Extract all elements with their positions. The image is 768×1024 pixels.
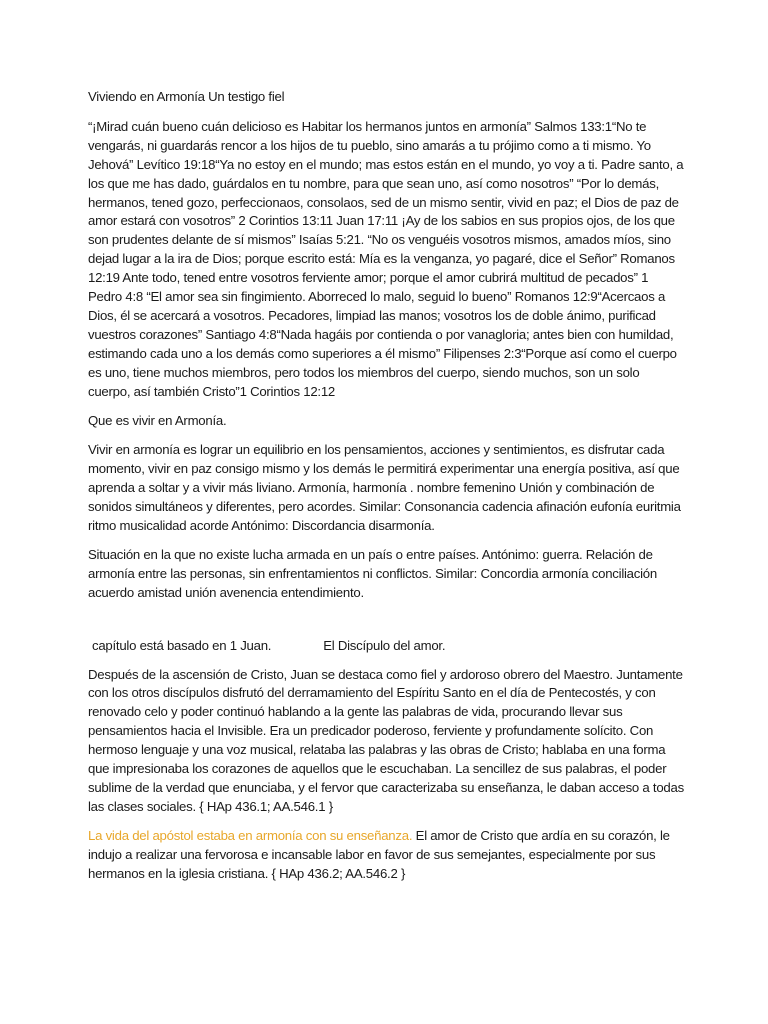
john-paragraph: Después de la ascensión de Cristo, Juan se destaca como fiel y ardoroso obrero del Maestro. Juntamente con los otros discípulos disfrutó del derramamiento del Espíritu Santo en el día de Pentecostés, y con renovado celo y poder continuó hablando a la gente las palabras de vida, procurando llevar sus pensamientos hacia el Invisible. Era un predicador poderoso, ferviente y profundamente solícito. Con hermoso lenguaje y una voz musical, relataba las palabras y las obras de Cristo; hablaba en una forma que impresionaba los corazones de aquellos que le escuchaban. La sencillez de sus palabras, el poder sublime de la verdad que enunciaba, y el fervor que caracterizaba su enseñanza, le daban acceso a todas las clases sociales. { HAp 436.1; AA.546.1 } [88, 666, 684, 814]
document-title: Viviendo en Armonía Un testigo fiel [88, 89, 285, 104]
closing-text: El amor de Cristo que ardía en su corazón, le indujo a realizar una fervorosa e incansable labor en favor de sus semejantes, especialmente por sus hermanos en la iglesia cristiana. { HAp 436.2; AA.546.2 } [88, 827, 670, 881]
highlighted-sentence: La vida del apóstol estaba en armonía con su enseñanza. [88, 827, 413, 843]
closing-paragraph [88, 827, 684, 884]
document-page [88, 88, 684, 894]
scripture-quotes-paragraph: “¡Mirad cuán bueno cuán delicioso es Habitar los hermanos juntos en armonía” Salmos 133:1“No te vengarás, ni guardarás rencor a los hijos de tu pueblo, sino amarás a tu prójimo como a ti mismo. Yo Jehová” Levítico 19:18“Ya no estoy en el mundo; mas estos están en el mundo, yo voy a ti. Padre santo, a los que me has dado, guárdalos en tu nombre, para que sean uno, así como nosotros” “Por lo demás, hermanos, tened gozo, perfeccionaos, consolaos, sed de un mismo sentir, vivid en paz; el Dios de paz de amor estará con vosotros” 2 Corintios 13:11 Juan 17:11 ¡Ay de los sabios en sus propios ojos, de los que son prudentes delante de sí mismos” Isaías 5:21. “No os venguéis vosotros mismos, amados míos, sino dejad lugar a la ira de Dios; porque escrito está: Mía es la venganza, yo pagaré, dice el Señor” Romanos 12:19 Ante todo, tened entre vosotros ferviente amor; porque el amor cubrirá multitud de pecados” 1 Pedro 4:8 “El amor sea sin fingimiento. Aborreced lo malo, seguid lo bueno” Romanos 12:9“Acercaos a Dios, él se acercará a vosotros. Pecadores, limpiad las manos; vosotros los de doble ánimo, purificad vuestros corazones” Santiago 4:8“Nada hagáis por contienda o por vanagloria; antes bien con humildad, estimando cada uno a los demás como superiores a él mismo” Filipenses 2:3“Porque así como el cuerpo es uno, tiene muchos miembros, pero todos los miembros del cuerpo, siendo muchos, son un solo cuerpo, así también Cristo”1 Corintios 12:12 [88, 118, 684, 399]
definition-paragraph-2: Situación en la que no existe lucha armada en un país o entre países. Antónimo: guerra. Relación de armonía entre las personas, sin enfrentamientos ni conflictos. Similar: Concordia armonía conciliación acuerdo amistad unión avenencia entendimiento. [88, 546, 657, 600]
chapter-note: capítulo está basado en 1 Juan. [92, 637, 272, 653]
chapter-title: El Discípulo del amor. [323, 637, 446, 653]
chapter-line [88, 637, 684, 656]
question-heading: Que es vivir en Armonía. [88, 412, 227, 428]
definition-paragraph-1: Vivir en armonía es lograr un equilibrio en los pensamientos, acciones y sentimientos, es disfrutar cada momento, vivir en paz consigo mismo y los demás le permitirá experimentar una energía positiva, así que aprenda a soltar y a vivir más liviano. Armonía, harmonía . nombre femenino Unión y combinación de sonidos simultáneos y diferentes, pero acordes. Similar: Consonancia cadencia afinación eufonía euritmia ritmo musicalidad acorde Antónimo: Discordancia disarmonía. [88, 442, 681, 534]
blank-spacer [88, 603, 684, 637]
